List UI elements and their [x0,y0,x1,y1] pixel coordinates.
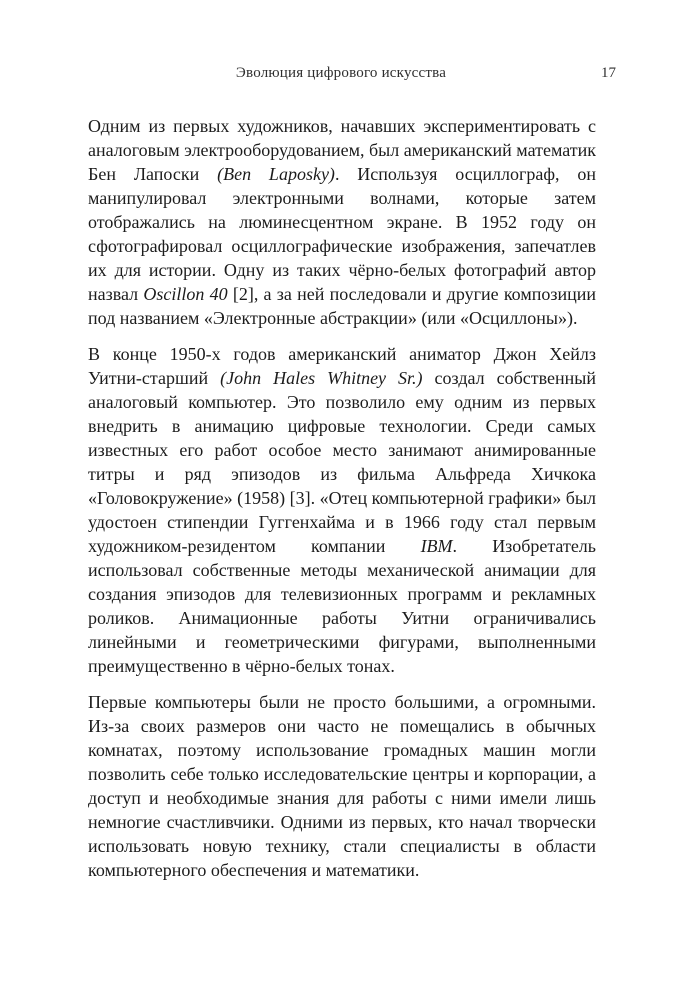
page-number: 17 [601,65,616,81]
running-head-title: Эволюция цифрового искусства [235,65,447,81]
body-text-block [88,114,596,882]
page-header [0,62,682,84]
paragraph-1: Одним из первых художников, начавших экспериментировать с аналоговым электрооборудованием, был американский математик Бен Лапоски (Ben Laposky). Используя осциллограф, он манипулировал электронными волнами, которые затем отображались на люминесцентном экране. В 1952 году он сфотографировал осциллографические изображения, запечатлев их для истории. Одну из таких чёрно-белых фотографий автор назвал Oscillon 40 [2], а за ней последовали и другие композиции под названием «Электронные абстракции» (или «Осциллоны»). [88,116,596,328]
paragraph-3: Первые компьютеры были не просто большими, а огромными. Из-за своих размеров они часто не помещались в обычных комнатах, поэтому использование громадных машин могли позволить себе только исследовательские центры и корпорации, а доступ и необходимые знания для работы с ними имели лишь немногие счастливчики. Одними из первых, кто начал творчески использовать новую технику, стали специалисты в области компьютерного обеспечения и математики. [88,692,596,880]
paragraph-2: В конце 1950-х годов американский аниматор Джон Хейлз Уитни-старший (John Hales Whitney Sr.) создал собственный аналоговый компьютер. Это позволило ему одним из первых внедрить в анимацию цифровые технологии. Среди самых известных его работ особое место занимают анимированные титры и ряд эпизодов из фильма Альфреда Хичкока «Головокружение» (1958) [3]. «Отец компьютерной графики» был удостоен стипендии Гуггенхайма и в 1966 году стал первым художником-резидентом компании IBM. Изобретатель использовал собственные методы механической анимации для создания эпизодов для телевизионных программ и рекламных роликов. Анимационные работы Уитни ограничивались линейными и геометрическими фигурами, выполненными преимущественно в чёрно-белых тонах. [88,344,596,676]
